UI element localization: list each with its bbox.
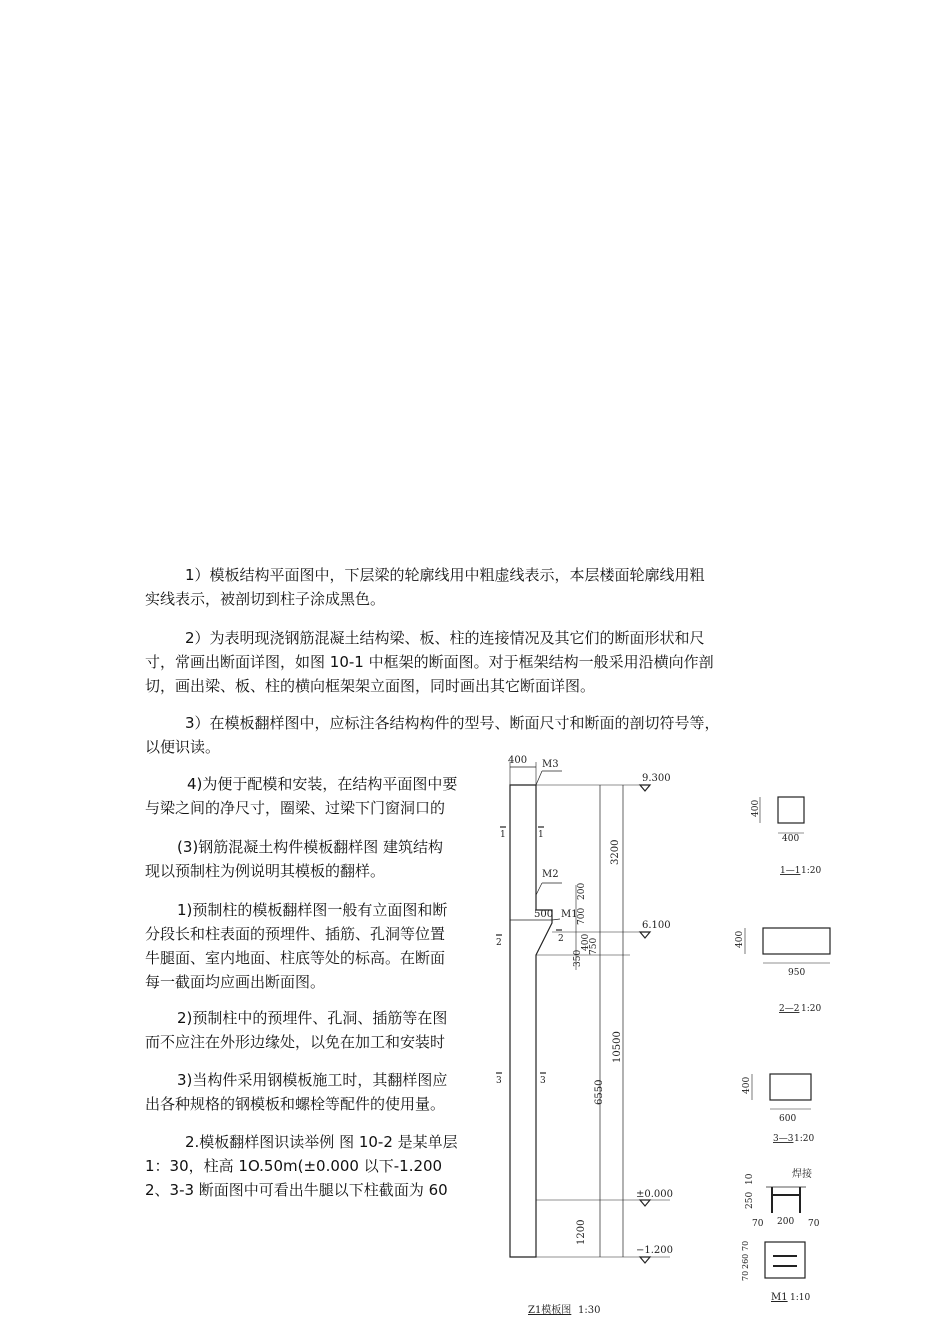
dim-700: 700 — [577, 907, 587, 925]
m1-dim-70-bottom: 70 — [741, 1270, 750, 1281]
text-line: 3）在模板翻样图中，应标注各结构构件的型号、断面尺寸和断面的剖切符号等， — [185, 714, 720, 732]
m1-title: M1 — [771, 1292, 788, 1303]
section-3-scale: 1:20 — [794, 1134, 815, 1144]
paragraph-5 — [145, 835, 490, 883]
text-line: 与梁之间的净尺寸，圈梁、过梁下门窗洞口的 — [145, 799, 446, 817]
section-2-title: 2—2 — [779, 1004, 800, 1014]
m1-scale: 1:10 — [790, 1293, 811, 1303]
m1-dim-70-top: 70 — [741, 1240, 750, 1251]
text-line: 切，画出梁、板、柱的横向框架架立面图，同时画出其它断面详图。 — [145, 677, 596, 695]
dim-10500: 10500 — [612, 1031, 623, 1063]
text-line: 2）为表明现浇钢筋混凝土结构梁、板、柱的连接情况及其它们的断面形状和尺 — [185, 629, 705, 647]
m1-weld-label: 焊接 — [792, 1169, 812, 1180]
dim-1200: 1200 — [576, 1219, 587, 1245]
text-line: 牛腿面、室内地面、柱底等处的标高。在断面 — [145, 949, 446, 967]
dim-3200: 3200 — [610, 839, 621, 865]
text-line: 出各种规格的钢模板和螺栓等配件的使用量。 — [145, 1095, 446, 1113]
dim-corbel-width: 500 — [534, 909, 554, 920]
paragraph-8 — [145, 1068, 490, 1116]
text-line: 2)预制柱中的预埋件、孔洞、插筋等在图 — [177, 1009, 448, 1027]
m1-dim-250: 250 — [745, 1191, 755, 1209]
figure-caption-scale: 1:30 — [578, 1305, 601, 1316]
text-line: 以便识读。 — [145, 738, 221, 756]
section-2-width: 950 — [788, 968, 806, 978]
m1-dim-260: 260 — [741, 1253, 750, 1269]
section-1-scale: 1:20 — [801, 866, 822, 876]
figure-caption: Z1模板图 — [528, 1305, 572, 1316]
text-line: 2.模板翻样图识读举例 图 10-2 是某单层 — [185, 1133, 458, 1151]
section-mark-1: 1 — [500, 830, 506, 840]
section-2-height: 400 — [735, 930, 745, 948]
dim-400: 400 — [581, 933, 591, 951]
label-m1: M1 — [561, 909, 578, 920]
label-m2: M2 — [542, 869, 559, 880]
section-1-title: 1—1 — [780, 866, 801, 876]
section-3-width: 600 — [779, 1114, 797, 1124]
elevation-corbel: 6.100 — [642, 920, 671, 931]
text-line: 而不应注在外形边缘处，以免在加工和安装时 — [145, 1033, 446, 1051]
m1-dim-70-left: 70 — [752, 1219, 764, 1229]
text-line: 实线表示，被剖切到柱子涂成黑色。 — [145, 590, 386, 608]
dim-6550: 6550 — [594, 1079, 605, 1105]
elevation-bottom: −1.200 — [636, 1245, 674, 1256]
paragraph-4 — [145, 772, 490, 820]
text-line: 4)为便于配模和安装，在结构平面图中要 — [187, 775, 458, 793]
section-1-width: 400 — [782, 834, 800, 844]
formwork-drawing — [490, 745, 850, 1330]
text-line: 现以预制柱为例说明其模板的翻样。 — [145, 862, 386, 880]
m1-dim-10: 10 — [745, 1173, 755, 1185]
dim-top-width: 400 — [508, 755, 528, 766]
column-formwork-figure — [490, 745, 850, 1330]
elevation-top: 9.300 — [642, 773, 671, 784]
section-1-height: 400 — [751, 799, 761, 817]
label-m3: M3 — [542, 759, 559, 770]
paragraph-7 — [145, 1006, 490, 1054]
section-mark-1-right: 1 — [538, 830, 544, 840]
text-line: 每一截面均应画出断面图。 — [145, 973, 326, 991]
dim-350: 350 — [573, 949, 583, 967]
section-mark-2: 2 — [496, 938, 502, 948]
text-line: 分段长和柱表面的预埋件、插筋、孔洞等位置 — [145, 925, 446, 943]
m1-dim-70-right: 70 — [808, 1219, 820, 1229]
text-line: 2、3-3 断面图中可看出牛腿以下柱截面为 60 — [145, 1181, 448, 1199]
section-3-height: 400 — [742, 1076, 752, 1094]
paragraph-2 — [145, 626, 805, 698]
text-line: 1：30，柱高 1O.50m(±0.000 以下-1.200 — [145, 1157, 443, 1175]
dim-200: 200 — [577, 882, 587, 900]
dim-750: 750 — [589, 937, 599, 955]
section-3-title: 3—3 — [773, 1134, 794, 1144]
text-line: 1）模板结构平面图中，下层梁的轮廓线用中粗虚线表示，本层楼面轮廓线用粗 — [185, 566, 705, 584]
section-mark-3-right: 3 — [540, 1076, 546, 1086]
elevation-ground: ±0.000 — [636, 1189, 674, 1200]
text-line: 3)当构件采用钢模板施工时，其翻样图应 — [177, 1071, 448, 1089]
section-mark-3: 3 — [496, 1076, 502, 1086]
paragraph-6 — [145, 898, 490, 994]
text-line: (3)钢筋混凝土构件模板翻样图 建筑结构 — [177, 838, 444, 856]
section-2-scale: 1:20 — [801, 1004, 822, 1014]
m1-dim-200: 200 — [777, 1217, 795, 1227]
section-mark-2-right: 2 — [558, 934, 564, 944]
paragraph-1 — [145, 563, 805, 611]
column-outline — [510, 785, 552, 1257]
paragraph-9 — [145, 1130, 490, 1202]
text-line: 1)预制柱的模板翻样图一般有立面图和断 — [177, 901, 448, 919]
text-line: 寸，常画出断面详图，如图 10-1 中框架的断面图。对于框架结构一般采用沿横向作剖 — [145, 653, 714, 671]
